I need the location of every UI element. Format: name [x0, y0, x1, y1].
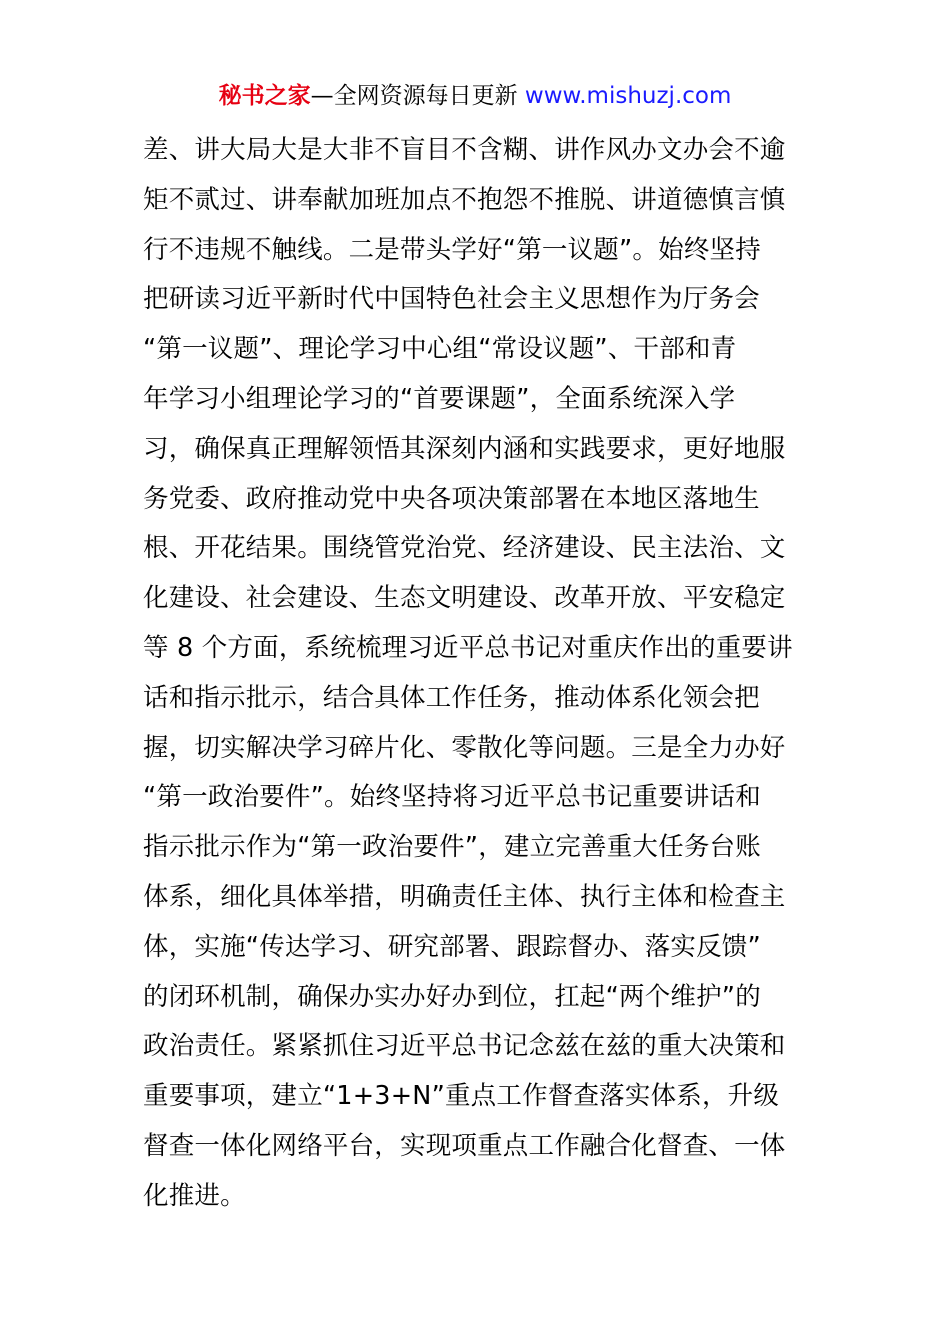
text-line: 年学习小组理论学习的“首要课题”，全面系统深入学 [143, 383, 736, 414]
text-line: 根、开花结果。围绕管党治党、经济建设、民主法治、文 [143, 533, 786, 564]
text-line: 矩不贰过、讲奉献加班加点不抱怨不推脱、讲道德慎言慎 [143, 184, 786, 215]
text-line: 体，实施“传达学习、研究部署、跟踪督办、落实反馈” [143, 931, 761, 962]
site-header [0, 80, 950, 112]
text-line: 握，切实解决学习碎片化、零散化等问题。三是全力办好 [143, 732, 786, 763]
site-url-link[interactable]: www.mishuzj.com [524, 83, 732, 109]
text-line: 务党委、政府推动党中央各项决策部署在本地区落地生 [143, 483, 760, 514]
text-line: 行不违规不触线。二是带头学好“第一议题”。始终坚持 [143, 234, 761, 265]
text-line: 差、讲大局大是大非不盲目不含糊、讲作风办文办会不逾 [143, 135, 786, 165]
text-line: “第一政治要件”。始终坚持将习近平总书记重要讲话和 [143, 782, 761, 813]
text-line: 化推进。 [143, 1180, 246, 1211]
text-line: 指示批示作为“第一政治要件”，建立完善重大任务台账 [143, 832, 761, 863]
text-line: 习，确保真正理解领悟其深刻内涵和实践要求，更好地服 [143, 433, 786, 464]
text-line: 重要事项，建立“1+3+N”重点工作督查落实体系，升级 [143, 1081, 780, 1112]
text-line: 政治责任。紧紧抓住习近平总书记念兹在兹的重大决策和 [143, 1031, 786, 1062]
text-line: “第一议题”、理论学习中心组“常设议题”、干部和青 [143, 334, 737, 365]
text-line: 话和指示批示，结合具体工作任务，推动体系化领会把 [143, 682, 760, 713]
site-brand: 秘书之家 [218, 83, 311, 109]
text-line: 等 8 个方面，系统梳理习近平总书记对重庆作出的重要讲 [143, 632, 793, 663]
text-line: 化建设、社会建设、生态文明建设、改革开放、平安稳定 [143, 583, 786, 614]
document-body [143, 126, 808, 1222]
text-line: 的闭环机制，确保办实办好办到位，扛起“两个维护”的 [143, 981, 761, 1012]
text-line: 督查一体化网络平台，实现项重点工作融合化督查、一体 [143, 1130, 786, 1161]
site-tagline: —全网资源每日更新 [310, 83, 525, 109]
text-line: 体系，细化具体举措，明确责任主体、执行主体和检查主 [143, 881, 786, 912]
text-line: 把研读习近平新时代中国特色社会主义思想作为厅务会 [143, 284, 760, 315]
